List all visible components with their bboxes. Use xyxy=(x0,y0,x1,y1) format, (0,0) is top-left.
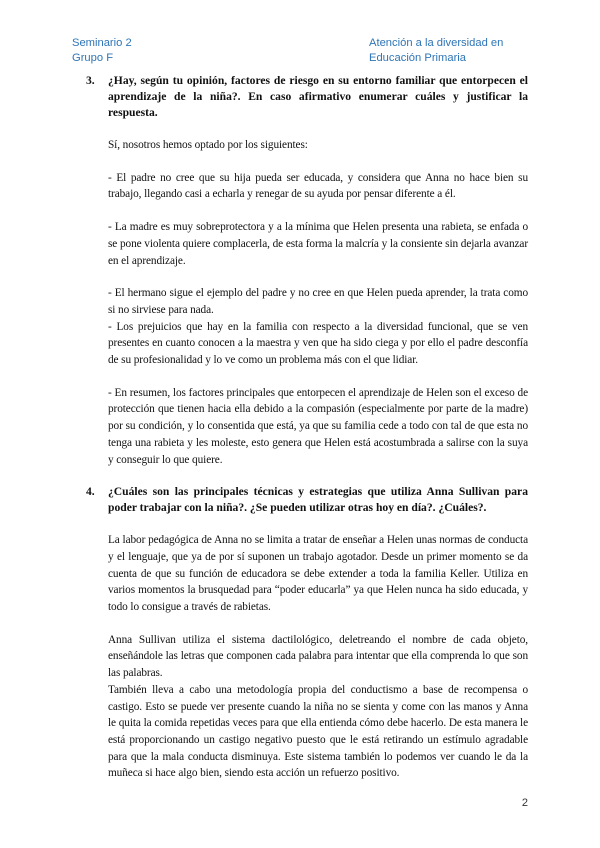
question-3-text: ¿Hay, según tu opinión, factores de riesgo en su entorno familiar que entorpecen el aprendizaje de la niña?. En caso afirmativo enumerar cuáles y justificar la respuesta. xyxy=(108,74,528,119)
question-3-number: 3. xyxy=(86,74,95,87)
answer-3-intro: Sí, nosotros hemos optado por los siguientes: xyxy=(108,139,308,151)
answer-3-brother: - El hermano sigue el ejemplo del padre y no cree en que Helen pueda aprender, la trata como si no sirviese para nada. xyxy=(108,287,528,316)
answer-4-behaviorism: También lleva a cabo una metodología propia del conductismo a base de recompensa o castigo. Esto se puede ver presente cuando la niña no se sienta y come con las manos y Anna le quita la comida repetidas veces para que ella entienda cómo debe hacerlo. De esta manera le está proporcionando un castigo negativo puesto que le está retirando un estímulo agradable para que la mala conducta disminuya. Este sistema también lo podemos ver cuando le da la muñeca si hace algo bien, siendo esta acción un refuerzo positivo. xyxy=(108,683,528,780)
page-number: 2 xyxy=(521,797,528,809)
answer-3-prejudices: - Los prejuicios que hay en la familia con respecto a la diversidad funcional, que se ven presentes en cuanto conocen a la maestra y ven que ha sido ciega y por ello el padre desconfía de su profesionalidad y lo ve como un problema más con el que lidiar. xyxy=(108,320,528,367)
document-body xyxy=(72,73,528,782)
question-4-text: ¿Cuáles son las principales técnicas y estrategias que utiliza Anna Sullivan para poder trabajar con la niña?. ¿Se pueden utilizar otras hoy en día?. ¿Cuáles?. xyxy=(108,485,528,515)
question-4-number: 4. xyxy=(86,485,95,499)
answer-3-mother: - La madre es muy sobreprotectora y a la mínima que Helen presenta una rabieta, se enfada o se pone violenta quiere complacerla, de esta forma la malcría y la consiente sin dejarla avanzar en el aprendizaje. xyxy=(108,221,528,267)
header-right xyxy=(369,36,503,66)
header-seminar: Seminario 2 xyxy=(72,37,132,49)
answer-3-summary: - En resumen, los factores principales que entorpecen el aprendizaje de Helen son el exceso de protección que tienen hacia ella debido a la compasión (especialmente por parte de la madre) por su condición, y lo consentida que está, ya que su familia cede a todo con tal de que esta no tenga una rabieta y les moleste, esto genera que Helen está acostumbrada a salirse con la suya y conseguir lo que quiere. xyxy=(108,386,528,466)
header-group: Grupo F xyxy=(72,52,114,64)
answer-4-pedagogy: La labor pedagógica de Anna no se limita a tratar de enseñar a Helen unas normas de conducta y el lenguaje, que ya de por sí suponen un trabajo agotador. Desde un primer momento se da cuenta de que su función de educadora se debe extender a toda la familia Keller. Utiliza en varios momentos la brusquedad para “poder educarla” ya que Helen nunca ha sido educada, y todo lo consigue a través de rabietas. xyxy=(108,534,528,614)
answer-3-father: - El padre no cree que su hija pueda ser educada, y considera que Anna no hace bien su trabajo, llegando casi a echarla y renegar de su ayuda por pensar diferente a él. xyxy=(108,171,528,201)
header-course-line1: Atención a la diversidad en xyxy=(369,37,504,49)
answer-4-dactylology: Anna Sullivan utiliza el sistema dactilológico, deletreando el nombre de cada objeto, enseñándole las letras que componen cada palabra para intentar que ella comprenda lo que son las palabras. xyxy=(108,633,528,680)
header-left xyxy=(72,36,132,66)
question-4 xyxy=(72,484,528,516)
question-3 xyxy=(72,73,528,121)
header-course-line2: Educación Primaria xyxy=(369,52,467,64)
